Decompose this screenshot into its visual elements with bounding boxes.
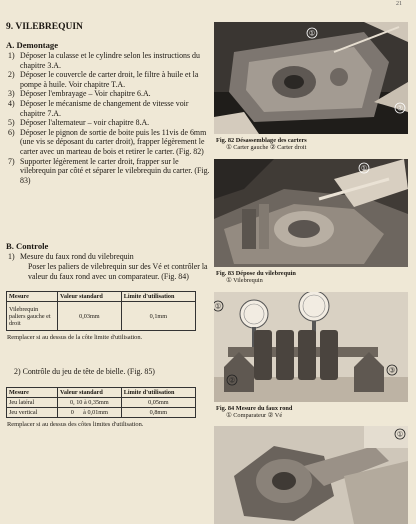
step-item: 2) Déposer le couvercle de carter droit, le filtre à huile et la pompe à huile. Voir chapitre T.A. [8,70,199,89]
table-row: Jeu latéral 0, 10 à 0,35mm 0,05mm [7,397,196,407]
fig85-photo [214,426,408,524]
fig82-callout: ② [396,104,404,113]
text-column [4,22,210,428]
fig84-callout: ① [214,302,222,311]
runout-note: Remplacer si au dessus de la côte limite d'utilisation. [7,334,143,342]
fig84-callout: ③ [388,366,396,375]
controle-item-1: 1) Mesure du faux rond du vilebrequin Poser les paliers de vilebrequin sur des Vé et contrôler la valeur du faux rond avec un comparateur. (Fig. 84) [4,252,210,281]
fig84-caption: Fig. 84 Mesure du faux rond ① Comparateur ② Vé [216,405,293,420]
demontage-heading: A. Demontage [6,40,59,50]
demontage-steps [4,51,210,185]
step-item: 3) Déposer l'embrayage – Voir chapitre 6.A. [8,89,151,99]
big-end-spec-table: Mesure Valeur standard Limite d'utilisation Jeu latéral 0, 10 à 0,35mm 0,05mm Jeu vertical 0 à 0,01mm 0,8mm [6,387,196,418]
fig82-photo [214,22,408,134]
fig83-photo [214,159,408,267]
fig85-callout: ① [396,430,404,439]
controle-item-2: 2) Contrôle du jeu de tête de bielle. (Fig. 85) [14,367,155,377]
fig82-caption: Fig. 82 Désassemblage des carters ① Carter gauche ② Carter droit [216,137,307,152]
controle-item-1-title: Mesure du faux rond du vilebrequin [20,252,134,262]
controle-heading: B. Controle [6,241,49,252]
table-row: Jeu vertical 0 à 0,01mm 0,8mm [7,407,196,417]
big-end-note: Remplacer si au dessus des côtes limites d'utilisation. [7,420,144,428]
runout-spec-table: Mesure Valeur standard Limite d'utilisation Vilebrequin paliers gauche et droit 0,03mm 0,1mm [6,291,196,331]
section-title: 9. VILEBREQUIN [6,22,83,32]
step-item: 4) Déposer le mécanisme de changement de vitesse voir chapitre 7.A. [8,98,189,118]
fig84-photo [214,292,408,402]
step-item: 5) Déposer l'alternateur – voir chapitre 8.A. [8,118,150,128]
table-row: Vilebrequin paliers gauche et droit 0,03mm 0,1mm [7,302,196,331]
fig83-caption: Fig. 83 Dépose du vilebrequin ① Vilebrequin [216,270,296,285]
page-number: 21 [396,1,402,7]
fig83-callout: ① [360,164,368,173]
step-item: 7) Supporter légèrement le carter droit, frapper sur le vilebrequin par côté et séparer le vilebrequin du carter. (Fig. 83) [8,156,210,185]
fig84-callout: ② [228,376,236,385]
step-item: 6) Déposer le pignon de sortie de boite puis les 11vis de 6mm (une vis se déposant du carter droit), frapper légèrement le carter avec un marteau de bois et retirer le carter. (Fig. 82) [8,127,207,156]
fig82-callout: ① [308,29,316,38]
controle-item-1-text: Poser les paliers de vilebrequin sur des Vé et contrôler la valeur du faux rond avec un comparateur. (Fig. 84) [28,261,208,281]
step-item: 1) Déposer la culasse et le cylindre selon les instructions du chapitre 3.A. [8,51,200,70]
